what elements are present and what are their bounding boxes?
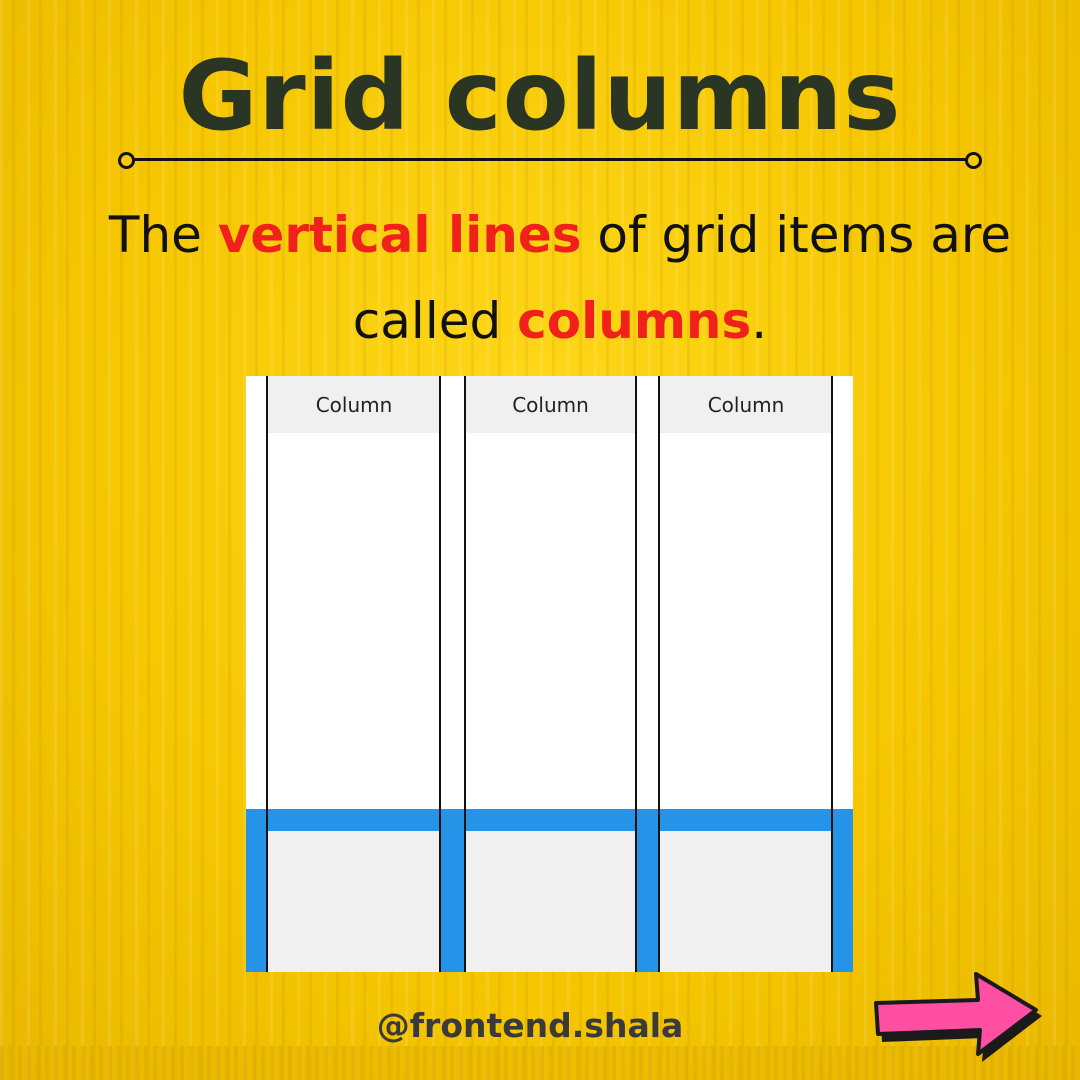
row-gap-bar [246, 809, 853, 831]
column-gap-bar [636, 809, 660, 972]
highlight-columns: columns [517, 292, 752, 350]
column-header [268, 376, 440, 433]
account-handle: @frontend.shala [376, 1006, 684, 1045]
column-header [465, 376, 636, 433]
column-header [660, 376, 832, 433]
grid-illustration [246, 376, 853, 972]
description-part-3: . [751, 292, 768, 350]
column-line [266, 376, 268, 972]
column-line [658, 376, 660, 972]
column-line [831, 376, 833, 972]
grid-cell [660, 831, 832, 972]
column-line [464, 376, 466, 972]
column-line [635, 376, 637, 972]
column-header-label: Column [707, 392, 785, 417]
grid-cell [465, 831, 636, 972]
page-title: Grid columns [178, 40, 902, 152]
title-divider [118, 152, 982, 166]
column-gap-bar [440, 809, 465, 972]
column-header-label: Column [512, 392, 589, 417]
description-text [60, 192, 1060, 364]
highlight-vertical-lines: vertical lines [217, 206, 582, 264]
divider-line [128, 158, 972, 161]
column-gap-bar [832, 809, 853, 972]
divider-dot-right [965, 152, 982, 169]
column-gap-bar [246, 809, 268, 972]
description-part-2: of grid items are called [352, 206, 1012, 350]
divider-dot-left [118, 152, 135, 169]
right-arrow-icon[interactable] [872, 970, 1047, 1066]
description-part-1: The [108, 206, 218, 264]
column-line [439, 376, 441, 972]
grid-cell [268, 831, 440, 972]
column-header-label: Column [315, 392, 393, 417]
